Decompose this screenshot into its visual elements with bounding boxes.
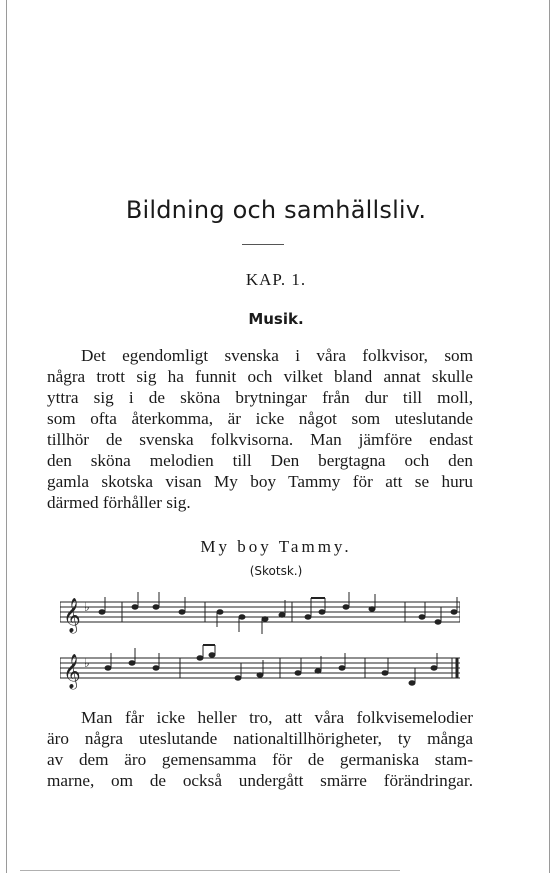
text-line: Det egendomligt svenska i våra folkvisor, som: [81, 346, 473, 365]
page-edge-left: [6, 0, 7, 873]
treble-clef-icon: 𝄞: [63, 654, 81, 689]
treble-clef-icon: 𝄞: [63, 598, 81, 633]
text-line: yttra sig i de sköna brytningar från dur till moll,: [47, 388, 473, 407]
staff-lines: [60, 602, 460, 622]
text-line: som ofta återkomma, är icke något som uteslutande: [47, 409, 473, 428]
text-line: Man får icke heller tro, att våra folkvisemelodier: [81, 708, 473, 727]
paragraph-1: [47, 345, 473, 513]
text-line: därmed förhåller sig.: [47, 493, 191, 512]
page-title: Bildning och samhällsliv.: [125, 196, 427, 224]
chapter-heading: KAP. 1.: [245, 270, 307, 289]
section-heading: Musik.: [248, 310, 304, 328]
flat-icon: ♭: [84, 600, 90, 614]
paragraph-2: [47, 707, 473, 791]
text-line: tillhör de svenska folkvisorna. Man jämföre endast: [47, 430, 473, 449]
title-divider: [242, 244, 284, 245]
song-title: My boy Tammy.: [200, 537, 352, 556]
text-line: marne, om de också undergått smärre förändringar.: [47, 771, 473, 790]
notes: [99, 592, 457, 634]
page-edge-right: [549, 0, 550, 873]
text-line: av dem äro gemensamma för de germaniska stam-: [47, 750, 473, 769]
notes: [105, 645, 437, 685]
music-staff-2: [60, 641, 460, 701]
page-edge-bottom: [20, 870, 400, 871]
song-subtitle: (Skotsk.): [249, 564, 303, 578]
text-line: några trott sig ha funnit och vilket bland annat skulle: [47, 367, 473, 386]
text-line: den sköna melodien till Den bergtagna och den: [47, 451, 473, 470]
text-line: äro några uteslutande nationaltillhörigheter, ty många: [47, 729, 473, 748]
flat-icon: ♭: [84, 656, 90, 670]
text-line: gamla skotska visan My boy Tammy för att se huru: [47, 472, 473, 491]
music-staff-1: [60, 585, 460, 645]
